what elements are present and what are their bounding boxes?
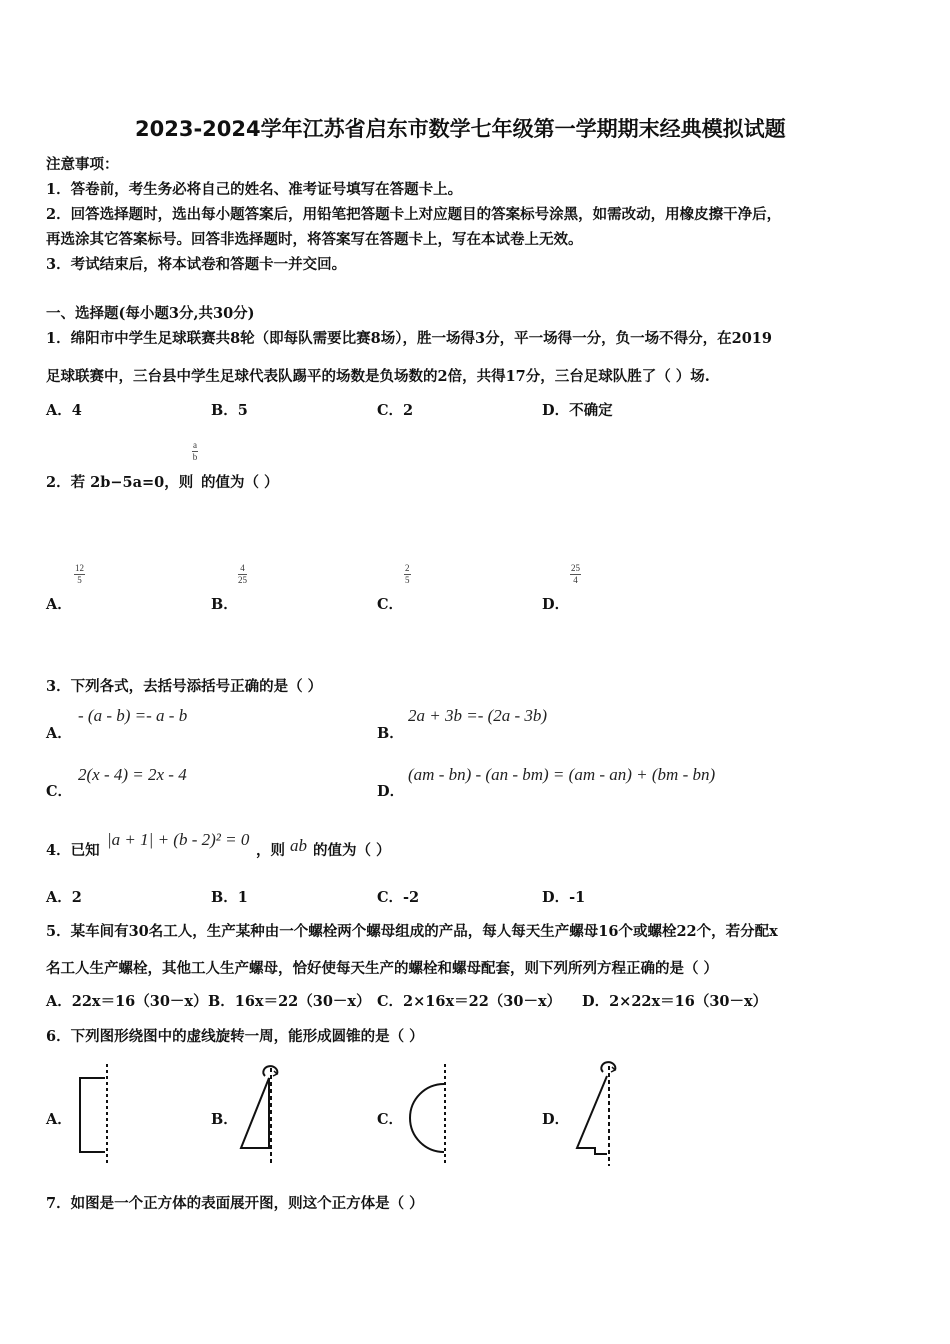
q2-option-d-label: D． — [542, 596, 570, 613]
q6-option-d-label: D． — [542, 1111, 570, 1128]
q5-option-b: B．16x＝22（30－x） — [208, 993, 371, 1010]
page-title: 2023-2024学年江苏省启东市数学七年级第一学期期末经典模拟试题 — [135, 117, 786, 141]
q4-equation: |a + 1| + (b - 2)² = 0 — [107, 830, 250, 849]
question-5-line1: 5．某车间有30名工人，生产某种由一个螺栓两个螺母组成的产品，每人每天生产螺母16个或螺栓22个，若分配x — [46, 923, 778, 940]
q1-option-d: D．不确定 — [542, 402, 613, 419]
q1-option-b: B．5 — [211, 402, 248, 419]
q2-option-a-label: A． — [46, 596, 72, 613]
q2-fraction-a-over-b: $\frac{a}{b}$ — [192, 440, 198, 462]
question-1-line2: 足球联赛中，三台县中学生足球代表队踢平的场数是负场数的2倍，共得17分，三台足球队胜了（ ）场. — [46, 368, 710, 385]
question-4-suffix: ，则 — [256, 842, 285, 859]
notice-heading: 注意事项： — [46, 156, 119, 173]
q1-option-c: C．2 — [377, 402, 414, 419]
q3-option-c-label: C． — [46, 783, 73, 800]
q3-option-b-expr: 2a + 3b =- (2a - 3b) — [408, 706, 548, 725]
q2-option-d-fraction: $\frac{25}{4}$ — [571, 563, 580, 585]
q4-variable: ab — [290, 836, 307, 855]
q2-option-b-fraction: $\frac{4}{25}$ — [238, 563, 247, 585]
q3-option-a-expr: - (a - b) =- a - b — [78, 706, 188, 725]
q6-figure-a-rectangle — [74, 1062, 114, 1168]
q2-option-a-fraction: $\frac{12}{5}$ — [75, 563, 84, 585]
q6-option-a-label: A． — [46, 1111, 72, 1128]
notice-item: 2．回答选择题时，选出每小题答案后，用铅笔把答题卡上对应题目的答案标号涂黑，如需改动，用橡皮擦干净后， — [46, 206, 782, 223]
q3-option-b-label: B． — [377, 725, 404, 742]
q1-option-a: A．4 — [46, 402, 82, 419]
question-2-prefix: 2．若 2b−5a=0，则 — [46, 474, 194, 491]
section-heading: 一、选择题(每小题3分,共30分) — [46, 305, 255, 322]
q3-option-a-label: A． — [46, 725, 72, 742]
q2-option-c-fraction: $\frac{2}{5}$ — [405, 563, 410, 585]
q3-option-d-label: D． — [377, 783, 405, 800]
question-6-stem: 6．下列图形绕图中的虚线旋转一周，能形成圆锥的是（ ） — [46, 1028, 424, 1045]
question-5-line2: 名工人生产螺栓，其他工人生产螺母，恰好使每天生产的螺栓和螺母配套，则下列所列方程正确的是（ ） — [46, 960, 719, 977]
question-3-stem: 3．下列各式，去括号添括号正确的是（ ） — [46, 678, 323, 695]
question-2-suffix: 的值为（ ） — [201, 474, 279, 491]
notice-item: 1．答卷前，考生务必将自己的姓名、准考证号填写在答题卡上。 — [46, 181, 463, 198]
q6-figure-d-composite — [570, 1054, 620, 1168]
notice-item: 再选涂其它答案标号。回答非选择题时，将答案写在答题卡上，写在本试卷上无效。 — [46, 231, 583, 248]
q5-option-c: C．2×16x＝22（30－x） — [377, 993, 562, 1010]
q3-option-c-expr: 2(x - 4) = 2x - 4 — [78, 765, 187, 784]
q4-option-b: B．1 — [211, 889, 248, 906]
q2-option-c-label: C． — [377, 596, 404, 613]
q4-option-a: A．2 — [46, 889, 82, 906]
q6-figure-b-triangle — [236, 1058, 284, 1168]
question-1-line1: 1．绵阳市中学生足球联赛共8轮（即每队需要比赛8场），胜一场得3分，平一场得一分，负一场不得分，在2019 — [46, 330, 772, 347]
question-4-prefix: 4．已知 — [46, 842, 100, 859]
question-7-stem: 7．如图是一个正方体的表面展开图，则这个正方体是（ ） — [46, 1195, 424, 1212]
q6-figure-c-semicircle — [404, 1062, 452, 1168]
notice-item: 3．考试结束后，将本试卷和答题卡一并交回。 — [46, 256, 347, 273]
q4-option-d: D．-1 — [542, 889, 586, 906]
q3-option-d-expr: (am - bn) - (an - bm) = (am - an) + (bm - bn) — [408, 765, 716, 784]
q6-option-b-label: B． — [211, 1111, 238, 1128]
q4-option-c: C．-2 — [377, 889, 420, 906]
q5-option-a: A．22x＝16（30－x） — [46, 993, 208, 1010]
q5-option-d: D．2×22x＝16（30－x） — [582, 993, 768, 1010]
question-4-suffix2: 的值为（ ） — [313, 842, 391, 859]
q2-option-b-label: B． — [211, 596, 238, 613]
q6-option-c-label: C． — [377, 1111, 404, 1128]
